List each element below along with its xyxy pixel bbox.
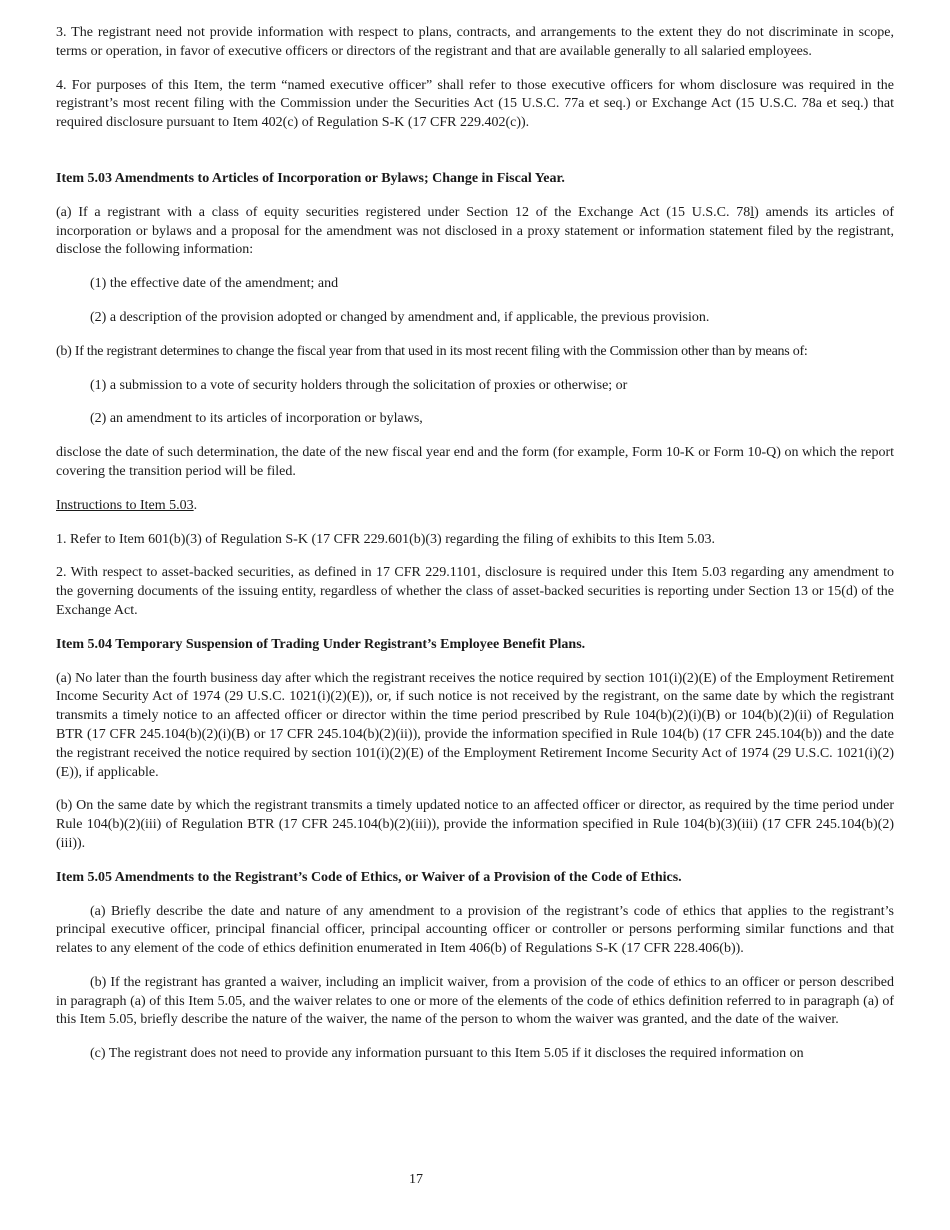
instruction-5-03-2: 2. With respect to asset-backed securities, as defined in 17 CFR 229.1101, disclosure is required under this Item 5.03 regarding any amendment to the governing documents of the issuing entity, regardless of whether the class of asset-backed securities is reporting under Section 13 or 15(d) of the Exchange Act. — [56, 565, 894, 618]
paragraph-5-03-b-conclusion: disclose the date of such determination, the date of the new fiscal year end and the form (for example, Form 10-K or Form 10-Q) on which the report covering the transition period will be filed. — [56, 445, 894, 479]
instructions-5-03 — [56, 497, 894, 516]
paragraph-5-04-b: (b) On the same date by which the registrant transmits a timely updated notice to an affected officer or director, as required by the time period under Rule 104(b)(2)(iii) of Regulation BTR (17 CFR 245.104(b)(2)(iii)), provide the information specified in Rule 104(b)(3)(iii) (17 CFR 245.104(b)(2)(iii)). — [56, 798, 894, 851]
text-5-03-a-underlined-l: l — [750, 204, 755, 220]
text-5-03-a-start: (a) If a registrant with a class of equity securities registered under Section 12 of the Exchange Act (15 U.S.C. 78 — [56, 204, 751, 220]
instruction-5-03-1: 1. Refer to Item 601(b)(3) of Regulation S-K (17 CFR 229.601(b)(3) regarding the filing of exhibits to this Item 5.03. — [56, 531, 716, 547]
paragraph-5-03-a-2: (2) a description of the provision adopted or changed by amendment and, if applicable, the previous provision. — [90, 309, 710, 325]
heading-item-5-04: Item 5.04 Temporary Suspension of Trading Under Registrant’s Employee Benefit Plans. — [56, 636, 586, 652]
heading-item-5-05: Item 5.05 Amendments to the Registrant’s Code of Ethics, or Waiver of a Provision of the Code of Ethics. — [56, 869, 682, 885]
paragraph-instruction-3: 3. The registrant need not provide information with respect to plans, contracts, and arrangements to the extent they do not discriminate in scope, terms or operation, in favor of executive officers or directors of the registrant and that are available generally to all salaried employees. — [56, 25, 894, 59]
paragraph-5-03-b-1: (1) a submission to a vote of security holders through the solicitation of proxies or otherwise; or — [90, 377, 628, 393]
paragraph-5-04-a: (a) No later than the fourth business day after which the registrant receives the notice required by section 101(i)(2)(E) of the Employment Retirement Income Security Act of 1974 (29 U.S.C. 1021(i)(2)(E)), or, if such notice is not received by the registrant, on the same date by which the registrant transmits a timely notice to an affected officer or director within the time period prescribed by Rule 104(b)(2)(i)(B) or 104(b)(2)(ii) of Regulation BTR (17 CFR 245.104(b)(2)(i)(B) or 17 CFR 245.104(b)(2)(ii)), provide the information specified in Rule 104(b) (17 CFR 245.104(b)) and the date the registrant received the notice required by section 101(i)(2)(E) of the Employment Retirement Income Security Act of 1974 (29 U.S.C. 1021(i)(2)(E)), if applicable. — [56, 670, 894, 780]
paragraph-5-03-a-1: (1) the effective date of the amendment; and — [90, 276, 339, 292]
page-number: 17 — [409, 1172, 423, 1187]
paragraph-5-05-b: (b) If the registrant has granted a waiver, including an implicit waiver, from a provision of the code of ethics to an officer or person described in paragraph (a) of this Item 5.05, and the waiver relates to one or more of the elements of the code of ethics definition referred to in paragraph (a) of this Item 5.05, briefly describe the nature of the waiver, the name of the person to whom the waiver was granted, and the date of the waiver. — [56, 974, 894, 1028]
paragraph-instruction-4: 4. For purposes of this Item, the term “named executive officer” shall refer to those executive officers for whom disclosure was required in the registrant’s most recent filing with the Commission under the Securities Act (15 U.S.C. 77a et seq.) or Exchange Act (15 U.S.C. 78a et seq.) that required disclosure pursuant to Item 402(c) of Regulation S-K (17 CFR 229.402(c)). — [56, 77, 894, 131]
instructions-title: Instructions to Item 5.03 — [56, 497, 194, 513]
paragraph-5-05-a: (a) Briefly describe the date and nature of any amendment to a provision of the registrant’s code of ethics that applies to the registrant’s principal executive officer, principal financial officer, principal accounting officer or controller or persons performing similar functions and that relates to any element of the code of ethics definition enumerated in Item 406(b) of Regulations S-K (17 CFR 228.406(b)). — [56, 903, 894, 957]
text-5-03-a-end: ) amends its articles of incorporation or bylaws and a proposal for the amendment was not disclosed in a proxy statement or information statement filed by the registrant, disclose the following information: — [56, 204, 894, 258]
paragraph-5-03-a — [56, 204, 894, 260]
document-page — [56, 24, 894, 1079]
paragraph-5-03-b: (b) If the registrant determines to change the fiscal year from that used in its most recent filing with the Commission other than by means of: — [56, 343, 808, 359]
section-gap — [56, 148, 894, 170]
heading-item-5-03: Item 5.03 Amendments to Articles of Incorporation or Bylaws; Change in Fiscal Year. — [56, 170, 565, 186]
paragraph-5-03-b-2: (2) an amendment to its articles of incorporation or bylaws, — [90, 411, 423, 427]
instructions-title-period: . — [193, 497, 198, 513]
paragraph-5-05-c: (c) The registrant does not need to provide any information pursuant to this Item 5.05 if it discloses the required information on — [90, 1046, 804, 1062]
